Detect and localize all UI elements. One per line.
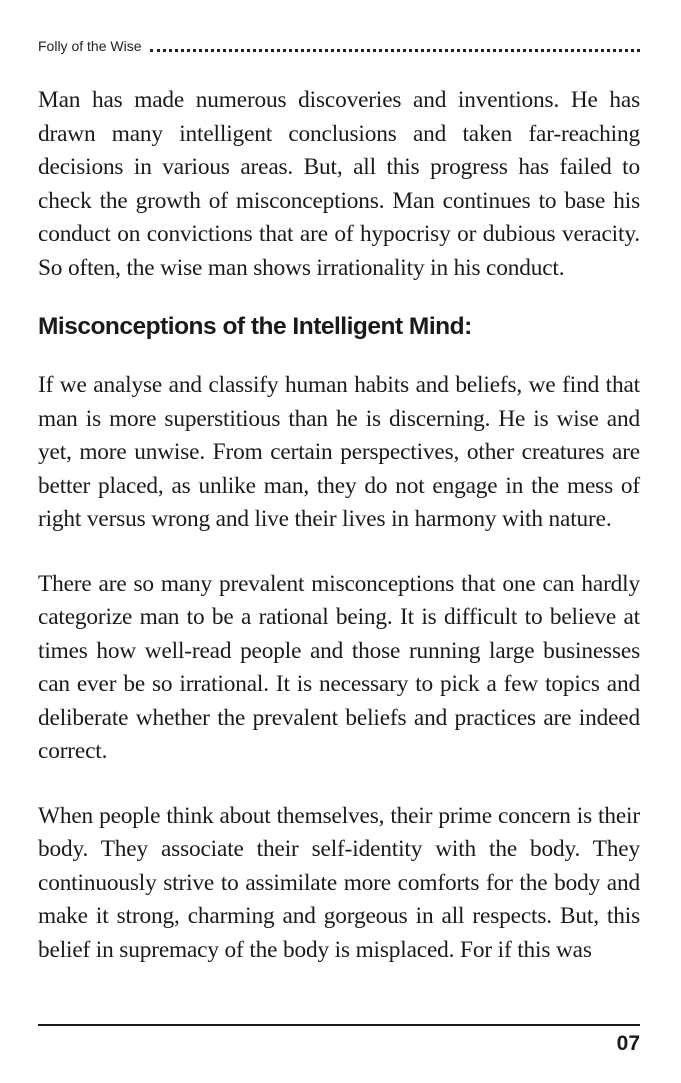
running-header xyxy=(38,36,640,54)
running-title: Folly of the Wise xyxy=(38,38,142,54)
paragraph-intro: Man has made numerous discoveries and inventions. He has drawn many intelligent conclusions and taken far-reaching decisions in various areas. But, all this progress has failed to check the growth of misconceptions. Man continues to base his conduct on convictions that are of hypocrisy or dubious veracity. So often, the wise man shows irrationality in his conduct. xyxy=(38,87,640,281)
paragraph-body-identity: When people think about themselves, their prime concern is their body. They associate their self-identity with the body. They continuously strive to assimilate more comforts for the body and make it strong, charming and gorgeous in all respects. But, this belief in supremacy of the body is misplaced. For if this was xyxy=(38,802,640,963)
book-page xyxy=(38,0,640,1083)
page-body xyxy=(38,84,640,967)
footer-rule xyxy=(38,1024,640,1026)
dotted-leader-line xyxy=(150,49,640,52)
paragraph-habits-beliefs: If we analyse and classify human habits and beliefs, we find that man is more superstitious than he is discerning. He is wise and yet, more unwise. From certain perspectives, other creatures are better placed, as unlike man, they do not engage in the mess of right versus wrong and live their lives in harmony with nature. xyxy=(38,372,640,532)
section-heading: Misconceptions of the Intelligent Mind: xyxy=(38,313,472,340)
page-number: 07 xyxy=(616,1032,640,1055)
paragraph-prevalent-misconceptions: There are so many prevalent misconceptions that one can hardly categorize man to be a rational being. It is difficult to believe at times how well-read people and those running large businesses can ever be so irrational. It is necessary to pick a few topics and deliberate whether the prevalent beliefs and practices are indeed correct. xyxy=(38,570,640,764)
